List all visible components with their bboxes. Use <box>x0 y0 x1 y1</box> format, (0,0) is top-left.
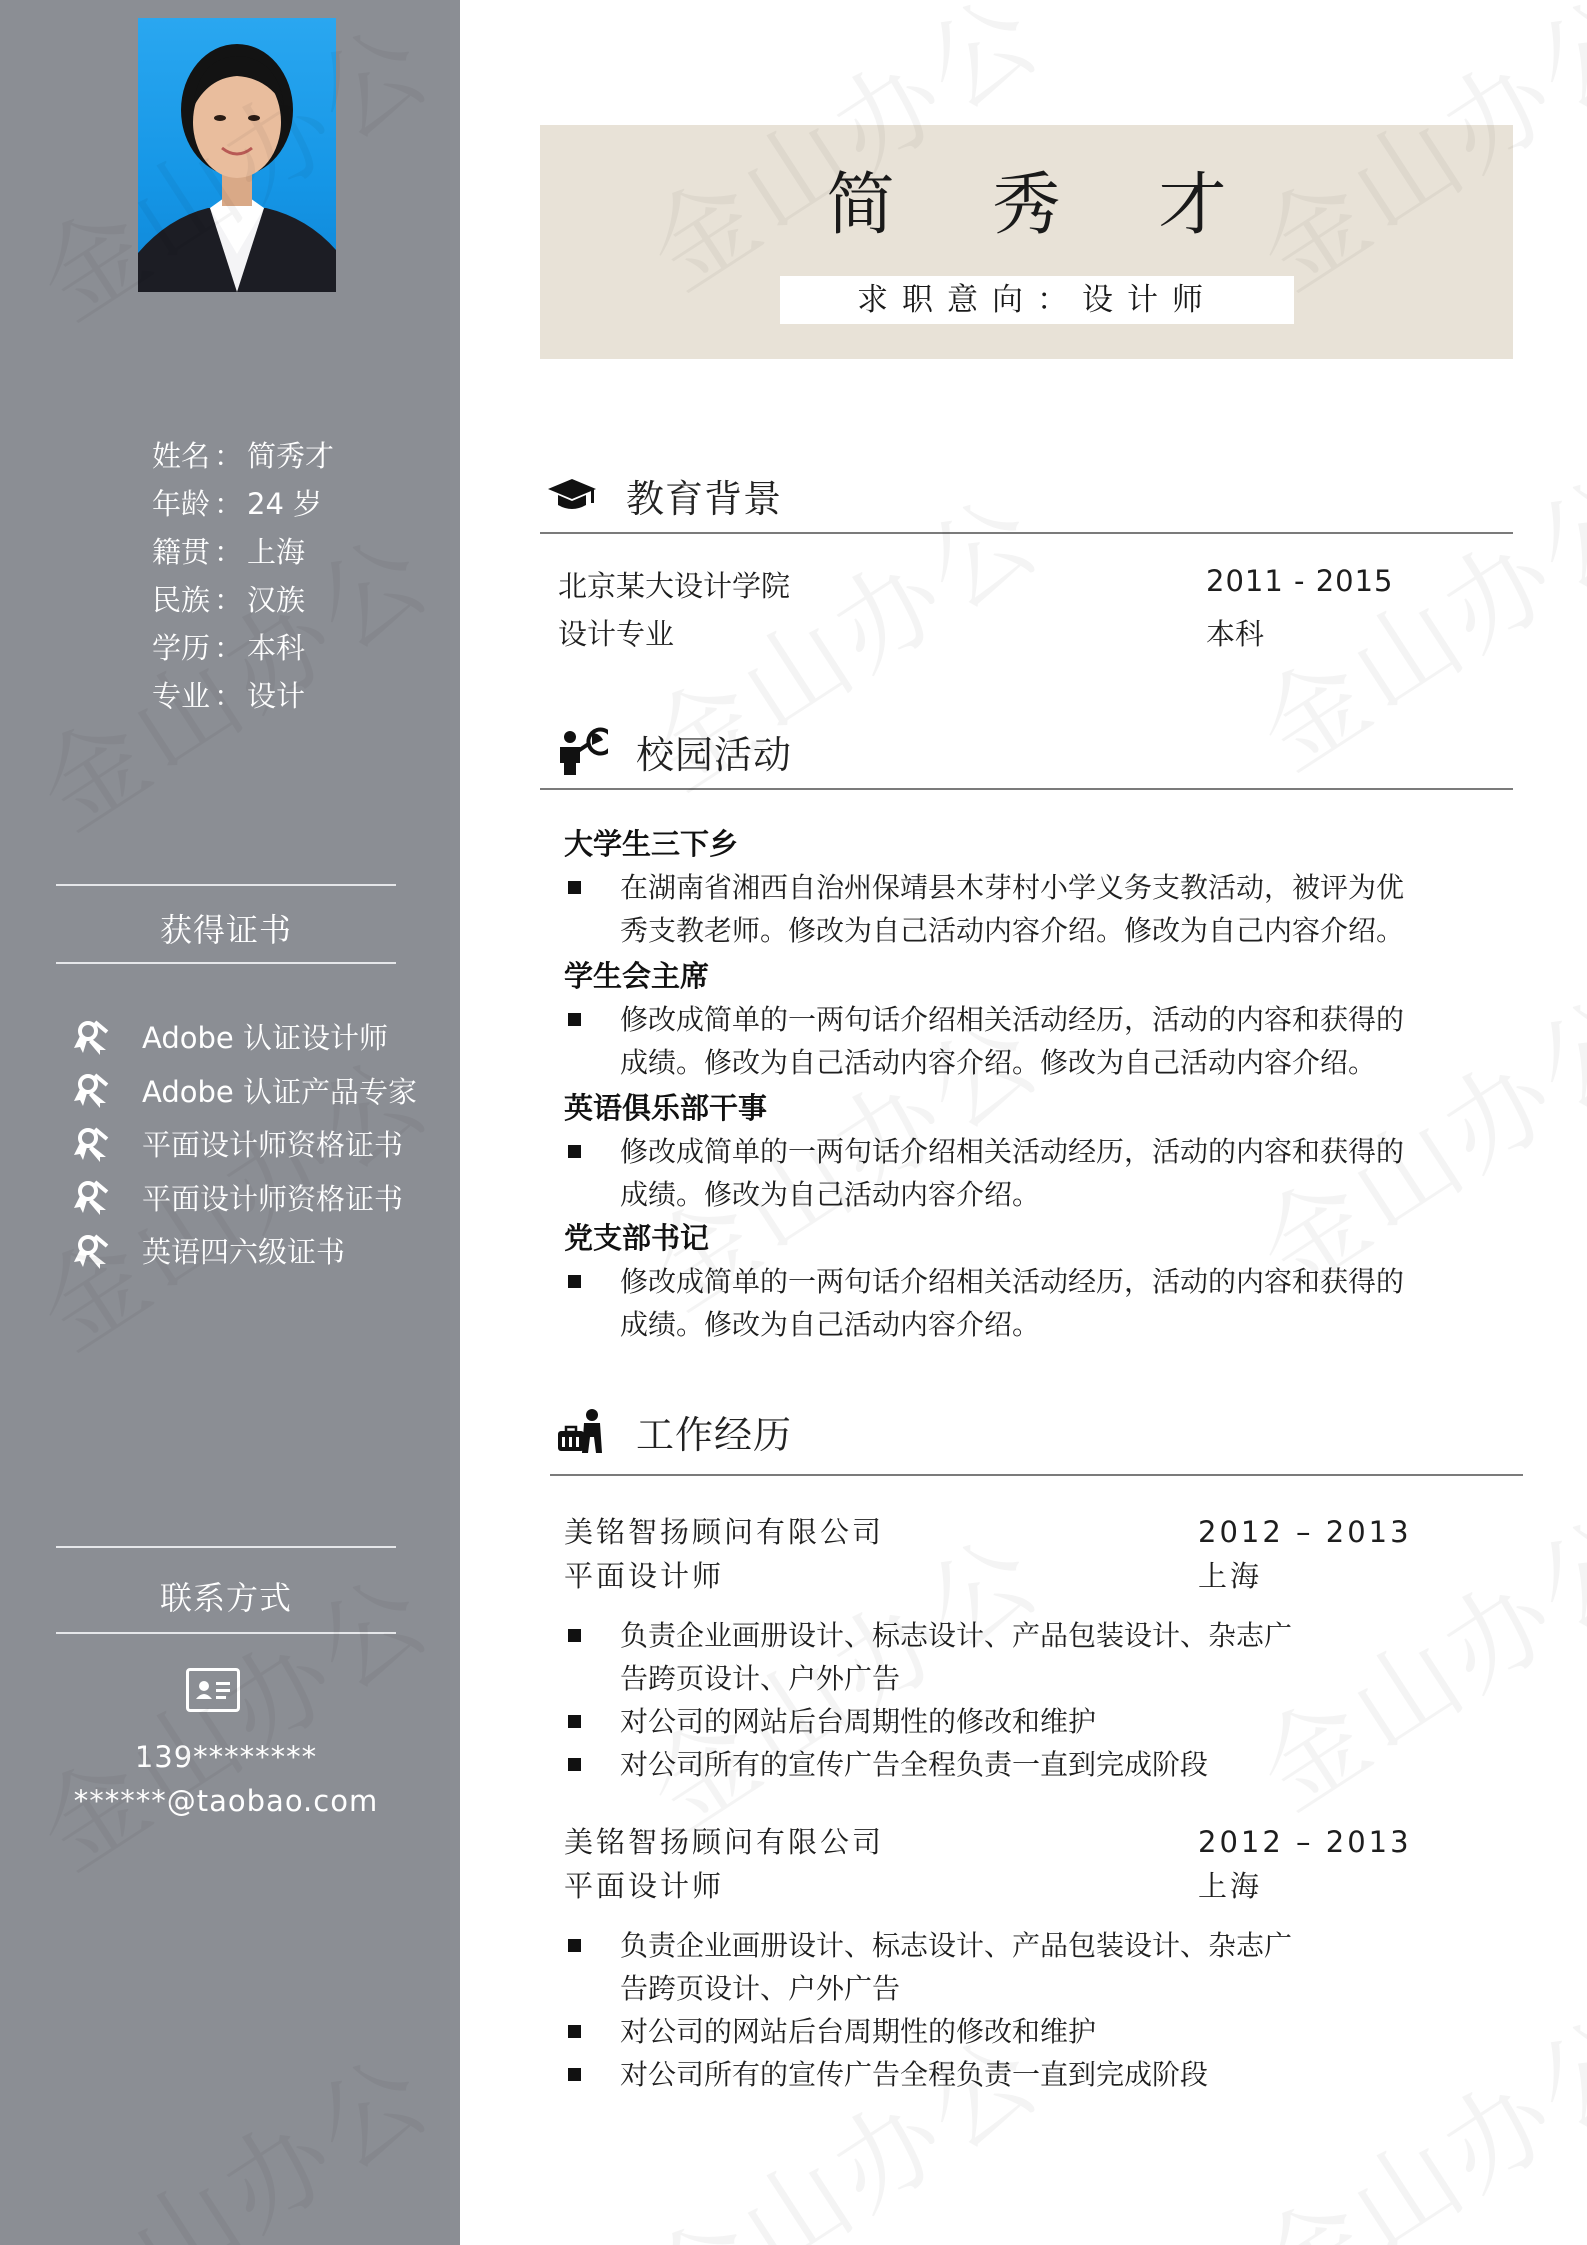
job-entry <box>564 1820 1504 2096</box>
info-value: 简秀才 <box>247 439 335 473</box>
job-bullet-line: 对公司的网站后台周期性的修改和维护 <box>620 2015 1097 2048</box>
personal-info-row <box>152 672 334 720</box>
divider <box>56 884 396 886</box>
info-separator: ： <box>214 439 244 473</box>
job-subheader <box>564 1554 1504 1598</box>
activity-line: 修改成简单的一两句话介绍相关活动经历，活动的内容和获得的 <box>620 1265 1405 1298</box>
personal-info-row <box>152 528 334 576</box>
job-years: 2012 – 2013 <box>1198 1825 1412 1859</box>
info-value: 上海 <box>247 535 306 569</box>
job-company: 美铭智扬顾问有限公司 <box>564 1825 885 1859</box>
info-value: 设计 <box>247 679 306 713</box>
education-heading <box>546 468 782 523</box>
job-company: 美铭智扬顾问有限公司 <box>564 1515 885 1549</box>
personal-info-row <box>152 480 334 528</box>
section-rule <box>540 532 1513 534</box>
certificate-item <box>72 1171 417 1225</box>
activities-heading <box>556 724 792 779</box>
job-bullet <box>564 2053 1324 2096</box>
divider <box>56 1632 396 1634</box>
activity-description <box>564 1260 1464 1346</box>
job-objective: 求职意向：设计师 <box>780 276 1294 324</box>
divider <box>56 1546 396 1548</box>
presenter-icon <box>556 727 608 777</box>
info-label: 学历 <box>152 631 211 665</box>
contact-card-icon <box>186 1668 240 1712</box>
education-school: 北京某大设计学院 <box>558 569 791 603</box>
certificate-item <box>72 1010 417 1064</box>
certificate-item <box>72 1064 417 1118</box>
certificate-label: Adobe 认证产品专家 <box>142 1074 417 1109</box>
activity-line: 成绩。修改为自己活动内容介绍。 <box>620 1178 1041 1211</box>
award-ribbon-icon <box>72 1125 110 1163</box>
activities-title: 校园活动 <box>636 733 793 777</box>
award-ribbon-icon <box>72 1071 110 1109</box>
activity-line: 成绩。修改为自己活动内容介绍。修改为自己活动内容介绍。 <box>620 1046 1377 1079</box>
job-bullet-line: 负责企业画册设计、标志设计、产品包装设计、杂志广 <box>620 1929 1293 1962</box>
contact-title: 联系方式 <box>159 1579 292 1617</box>
info-label: 姓名 <box>152 439 211 473</box>
job-bullet-line: 对公司的网站后台周期性的修改和维护 <box>620 1705 1097 1738</box>
job-header <box>564 1510 1504 1554</box>
activity-title: 学生会主席 <box>564 959 710 993</box>
info-label: 籍贯 <box>152 535 211 569</box>
job-bullet-line: 对公司所有的宣传广告全程负责一直到完成阶段 <box>620 1748 1209 1781</box>
job-position: 平面设计师 <box>564 1869 725 1903</box>
info-separator: ： <box>214 487 244 521</box>
info-label: 专业 <box>152 679 211 713</box>
certificate-item <box>72 1117 417 1171</box>
certificate-label: 英语四六级证书 <box>142 1235 346 1270</box>
personal-info-row <box>152 624 334 672</box>
info-value: 24 岁 <box>247 487 323 521</box>
info-label: 民族 <box>152 583 211 617</box>
info-separator: ： <box>214 583 244 617</box>
info-value: 本科 <box>247 631 306 665</box>
certificate-label: Adobe 认证设计师 <box>142 1021 388 1056</box>
activity-line: 修改成简单的一两句话介绍相关活动经历，活动的内容和获得的 <box>620 1135 1405 1168</box>
profile-photo <box>138 18 336 292</box>
job-location: 上海 <box>1198 1559 1263 1593</box>
certificates-title: 获得证书 <box>159 911 292 949</box>
activity-description <box>564 866 1464 952</box>
job-bullet-line: 对公司所有的宣传广告全程负责一直到完成阶段 <box>620 2058 1209 2091</box>
work-heading <box>556 1404 792 1459</box>
section-rule <box>540 788 1513 790</box>
section-rule <box>550 1474 1523 1476</box>
personal-info <box>152 432 334 720</box>
job-bullet-line: 负责企业画册设计、标志设计、产品包装设计、杂志广 <box>620 1619 1293 1652</box>
job-bullet-line: 告跨页设计、户外广告 <box>620 1972 901 2005</box>
activity-item <box>564 1216 1464 1346</box>
divider <box>56 962 396 964</box>
job-bullet <box>564 2010 1324 2053</box>
job-bullet-line: 告跨页设计、户外广告 <box>620 1662 901 1695</box>
graduation-cap-icon <box>546 471 598 521</box>
info-separator: ： <box>214 535 244 569</box>
info-separator: ： <box>214 679 244 713</box>
sidebar <box>0 0 460 2245</box>
job-years: 2012 – 2013 <box>1198 1515 1412 1549</box>
activity-item <box>564 954 1464 1084</box>
activity-line: 修改成简单的一两句话介绍相关活动经历，活动的内容和获得的 <box>620 1003 1405 1036</box>
activity-item <box>564 1086 1464 1216</box>
certificate-label: 平面设计师资格证书 <box>142 1181 404 1216</box>
personal-info-row <box>152 576 334 624</box>
activity-title: 大学生三下乡 <box>564 827 739 861</box>
education-major: 设计专业 <box>558 617 675 651</box>
job-bullet-list <box>564 1924 1324 2096</box>
job-subheader <box>564 1864 1504 1908</box>
activity-description <box>564 1130 1464 1216</box>
certificate-list <box>72 1010 417 1278</box>
contact-email: ******@taobao.com <box>73 1784 379 1818</box>
info-label: 年龄 <box>152 487 211 521</box>
info-value: 汉族 <box>247 583 306 617</box>
activity-item <box>564 822 1464 952</box>
education-years: 2011 - 2015 <box>1206 564 1394 598</box>
education-degree: 本科 <box>1206 617 1265 651</box>
award-ribbon-icon <box>72 1018 110 1056</box>
activity-description <box>564 998 1464 1084</box>
work-title: 工作经历 <box>636 1413 793 1457</box>
job-bullet <box>564 1614 1324 1700</box>
job-bullet <box>564 1700 1324 1743</box>
job-bullet <box>564 1924 1324 2010</box>
activity-line: 成绩。修改为自己活动内容介绍。 <box>620 1308 1041 1341</box>
activity-line: 在湖南省湘西自治州保靖县木芽村小学义务支教活动，被评为优 <box>620 871 1405 904</box>
job-bullet <box>564 1743 1324 1786</box>
award-ribbon-icon <box>72 1232 110 1270</box>
team-briefcase-icon <box>556 1407 608 1457</box>
job-entry <box>564 1510 1504 1786</box>
activity-title: 英语俱乐部干事 <box>564 1091 768 1125</box>
certificate-item <box>72 1224 417 1278</box>
watermark-text <box>1225 432 1587 797</box>
info-separator: ： <box>214 631 244 665</box>
education-title: 教育背景 <box>626 477 783 521</box>
award-ribbon-icon <box>72 1178 110 1216</box>
personal-info-row <box>152 432 334 480</box>
contact-phone: 139******** <box>134 1740 318 1774</box>
activity-title: 党支部书记 <box>564 1221 710 1255</box>
resume-header <box>540 125 1513 359</box>
job-location: 上海 <box>1198 1869 1263 1903</box>
certificate-label: 平面设计师资格证书 <box>142 1128 404 1163</box>
job-header <box>564 1820 1504 1864</box>
applicant-name: 简秀才 <box>826 166 1325 245</box>
job-bullet-list <box>564 1614 1324 1786</box>
activity-line: 秀支教老师。修改为自己活动内容介绍。修改为自己内容介绍。 <box>620 914 1405 947</box>
job-position: 平面设计师 <box>564 1559 725 1593</box>
